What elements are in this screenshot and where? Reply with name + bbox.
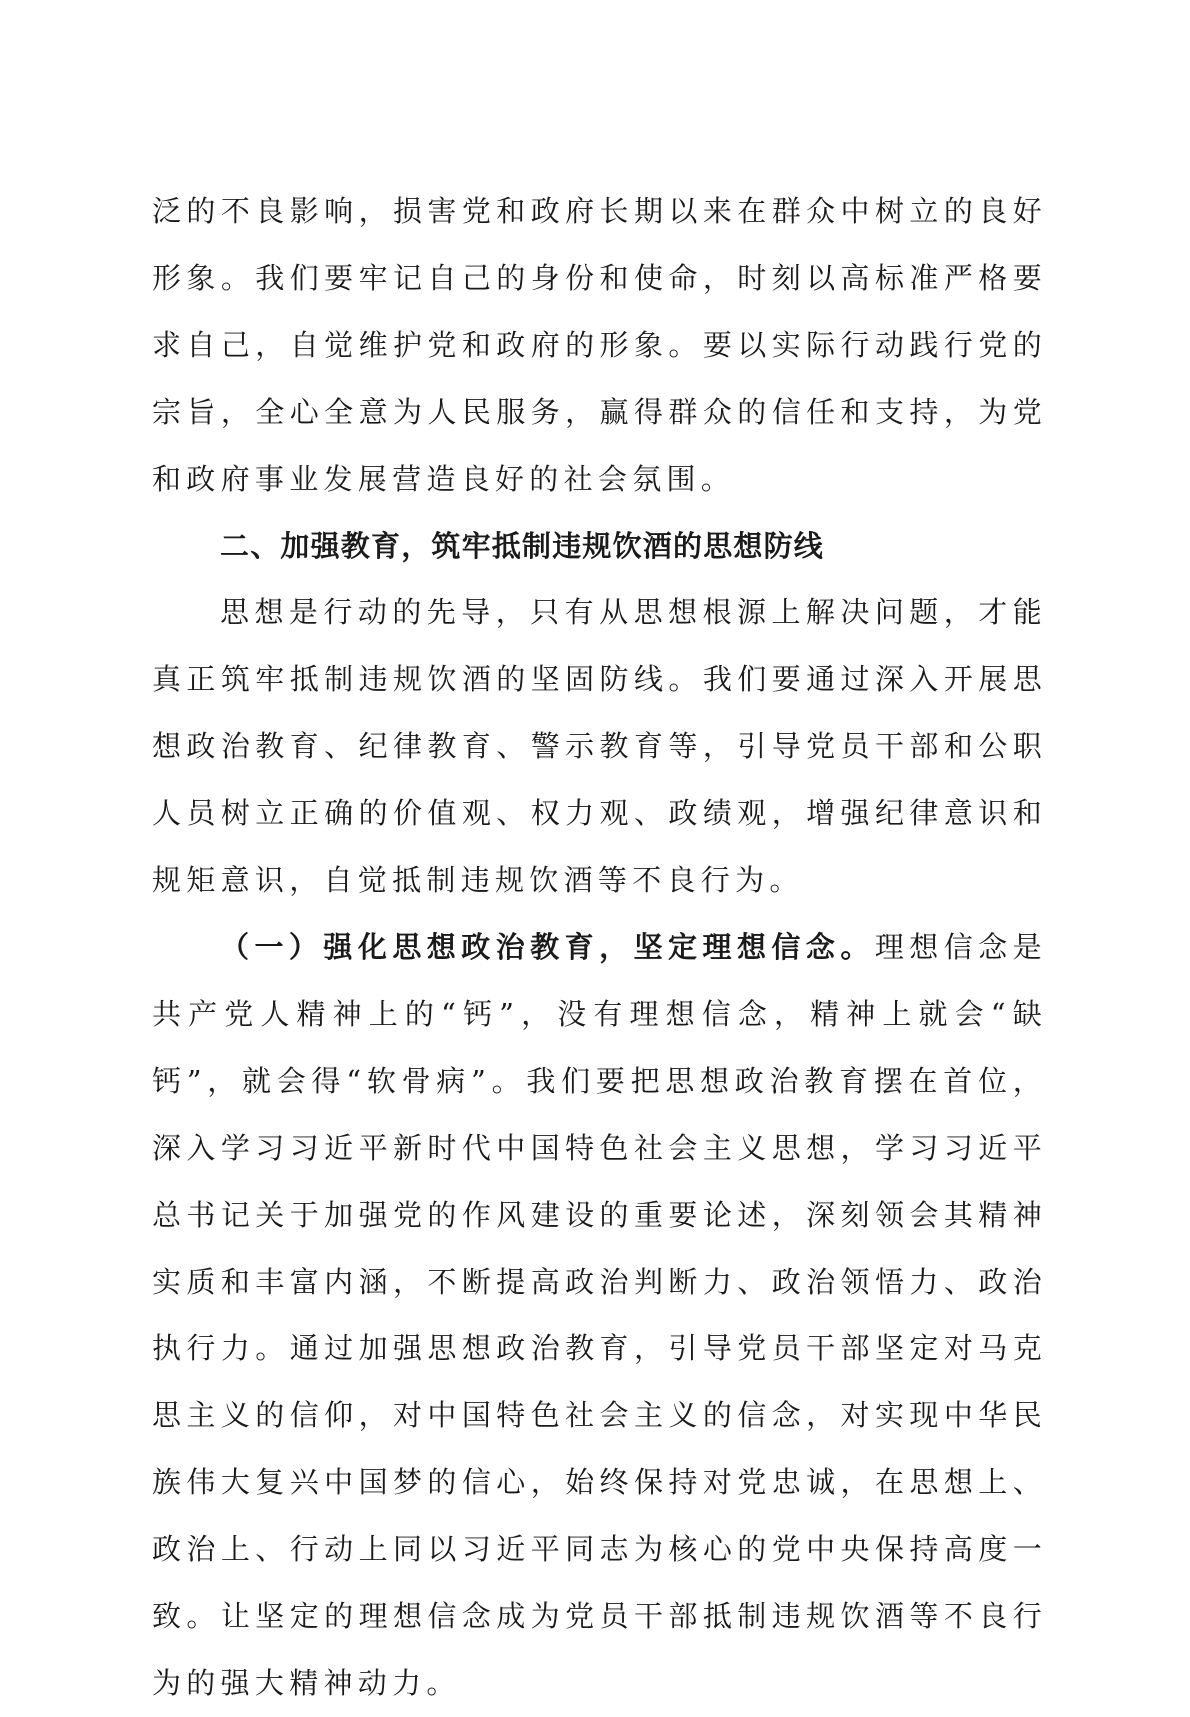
document-body	[152, 178, 1047, 1717]
paragraph-subsection-1	[152, 914, 1047, 1717]
subsection-body-1: 理想信念是共产党人精神上的“钙”，没有理想信念，精神上就会“缺钙”，就会得“软骨病”。我们要把思想政治教育摆在首位，深入学习习近平新时代中国特色社会主义思想，学习习近平总书记关于加强党的作风建设的重要论述，深刻领会其精神实质和丰富内涵，不断提高政治判断力、政治领悟力、政治执行力。通过加强思想政治教育，引导党员干部坚定对马克思主义的信仰，对中国特色社会主义的信念，对实现中华民族伟大复兴中国梦的信心，始终保持对党忠诚，在思想上、政治上、行动上同以习近平同志为核心的党中央保持高度一致。让坚定的理想信念成为党员干部抵制违规饮酒等不良行为的强大精神动力。	[152, 929, 1047, 1700]
paragraph-section-2-intro: 思想是行动的先导，只有从思想根源上解决问题，才能真正筑牢抵制违规饮酒的坚固防线。我们要通过深入开展思想政治教育、纪律教育、警示教育等，引导党员干部和公职人员树立正确的价值观、权力观、政绩观，增强纪律意识和规矩意识，自觉抵制违规饮酒等不良行为。	[152, 595, 1047, 898]
paragraph-continuation: 泛的不良影响，损害党和政府长期以来在群众中树立的良好形象。我们要牢记自己的身份和使命，时刻以高标准严格要求自己，自觉维护党和政府的形象。要以实际行动践行党的宗旨，全心全意为人民服务，赢得群众的信任和支持，为党和政府事业发展营造良好的社会氛围。	[152, 194, 1047, 496]
subsection-title-1: （一）强化思想政治教育，坚定理想信念。	[220, 929, 875, 964]
section-heading-2: 二、加强教育，筑牢抵制违规饮酒的思想防线	[220, 528, 825, 563]
